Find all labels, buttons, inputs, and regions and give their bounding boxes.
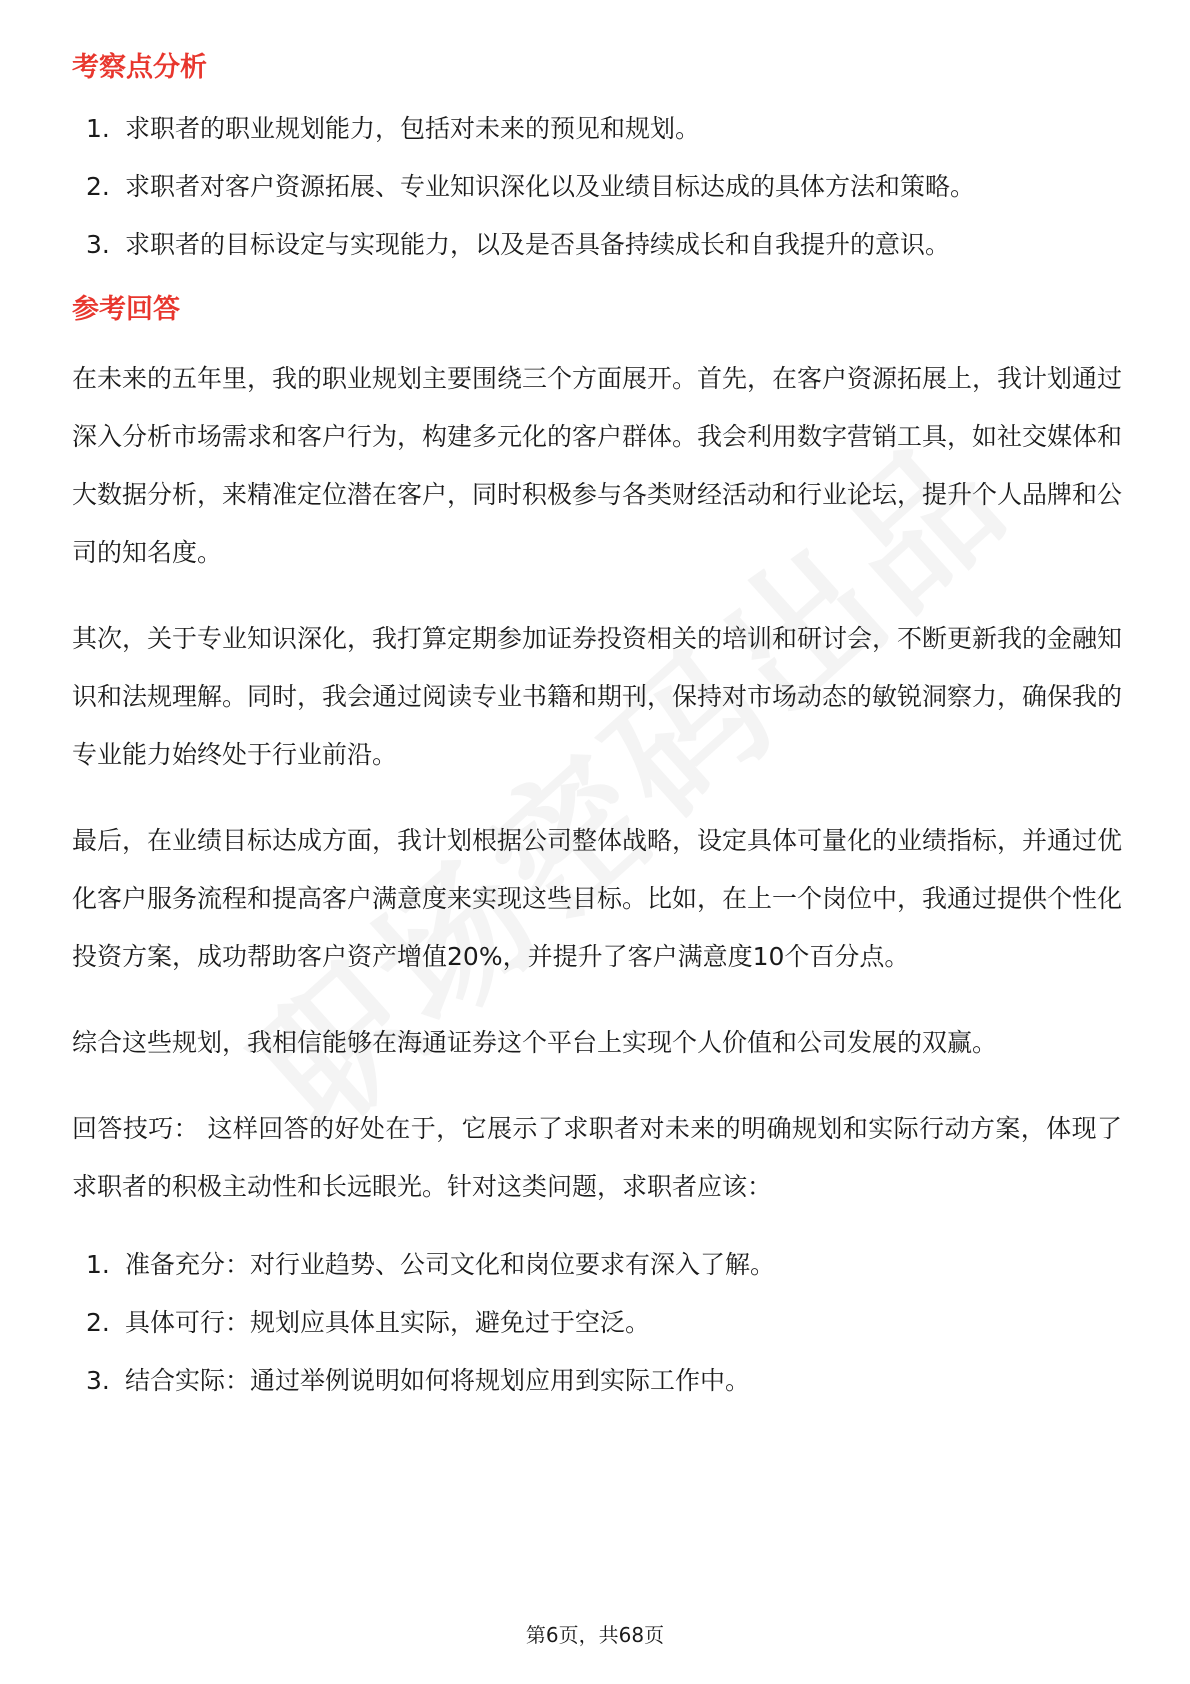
list-item-number: 1. <box>86 1250 110 1279</box>
list-item-number: 3. <box>86 1366 110 1395</box>
list-item-text: 求职者对客户资源拓展、专业知识深化以及业绩目标达成的具体方法和策略。 <box>125 172 976 201</box>
list-item-number: 2. <box>86 172 110 201</box>
answer-tips-paragraph: 回答技巧： 这样回答的好处在于，它展示了求职者对未来的明确规划和实际行动方案，体现了求职者的积极主动性和长远眼光。针对这类问题，求职者应该： <box>72 1114 1122 1201</box>
analysis-list <box>72 110 1122 264</box>
answer-paragraph: 综合这些规划，我相信能够在海通证券这个平台上实现个人价值和公司发展的双赢。 <box>72 1028 998 1057</box>
section-title-reference-answer: 参考回答 <box>72 294 180 325</box>
list-item <box>72 226 1122 264</box>
document-page <box>72 48 1122 1400</box>
answer-paragraph: 在未来的五年里，我的职业规划主要围绕三个方面展开。首先，在客户资源拓展上，我计划通过深入分析市场需求和客户行为，构建多元化的客户群体。我会利用数字营销工具，如社交媒体和大数据分析，来精准定位潜在客户，同时积极参与各类财经活动和行业论坛，提升个人品牌和公司的知名度。 <box>72 364 1123 567</box>
section-title-analysis: 考察点分析 <box>72 52 207 83</box>
list-item-text: 求职者的职业规划能力，包括对未来的预见和规划。 <box>125 114 701 143</box>
list-item-text: 结合实际：通过举例说明如何将规划应用到实际工作中。 <box>125 1366 751 1395</box>
list-item <box>72 1246 1122 1284</box>
list-item-number: 3. <box>86 230 110 259</box>
list-item-text: 求职者的目标设定与实现能力，以及是否具备持续成长和自我提升的意识。 <box>125 230 951 259</box>
list-item-text: 准备充分：对行业趋势、公司文化和岗位要求有深入了解。 <box>125 1250 776 1279</box>
list-item-text: 具体可行：规划应具体且实际，避免过于空泛。 <box>125 1308 651 1337</box>
list-item-number: 2. <box>86 1308 110 1337</box>
page-number: 第6页，共68页 <box>525 1623 665 1647</box>
list-item-number: 1. <box>86 114 110 143</box>
list-item <box>72 110 1122 148</box>
answer-paragraph: 其次，关于专业知识深化，我打算定期参加证券投资相关的培训和研讨会，不断更新我的金融知识和法规理解。同时，我会通过阅读专业书籍和期刊，保持对市场动态的敏锐洞察力，确保我的专业能力始终处于行业前沿。 <box>72 624 1123 769</box>
answer-paragraph: 最后，在业绩目标达成方面，我计划根据公司整体战略，设定具体可量化的业绩指标，并通过优化客户服务流程和提高客户满意度来实现这些目标。比如，在上一个岗位中，我通过提供个性化投资方案，成功帮助客户资产增值20%，并提升了客户满意度10个百分点。 <box>72 826 1123 971</box>
tips-list <box>72 1246 1122 1400</box>
list-item <box>72 168 1122 206</box>
list-item <box>72 1304 1122 1342</box>
list-item <box>72 1362 1122 1400</box>
